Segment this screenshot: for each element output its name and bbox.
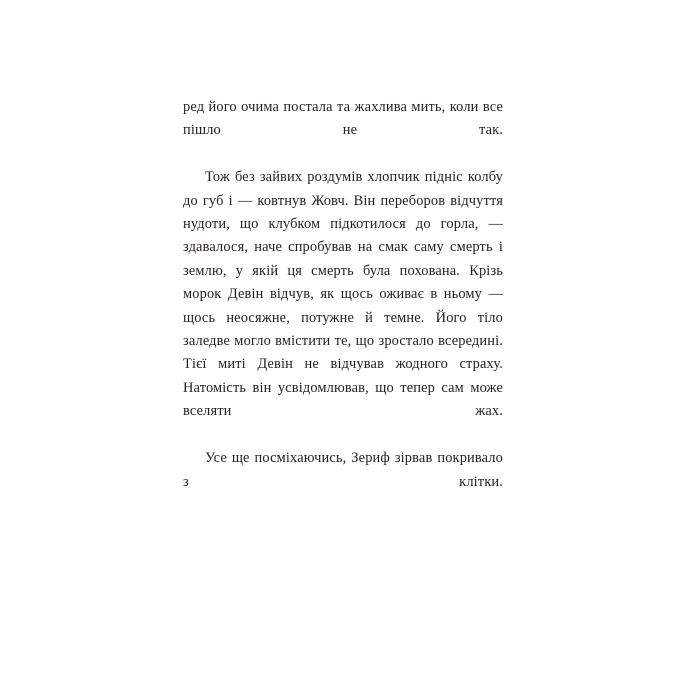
paragraph-continuation: ред його очима постала та жахлива мить, коли все пішло не так. bbox=[183, 99, 503, 139]
paragraph: Тож без зайвих роздумів хлопчик підніс колбу до губ і — ковтнув Жовч. Він переборов відчуття нудоти, що клубком підкотилося до горла, — здавалося, наче спробував на смак саму смерть і землю, у якій ця смерть була похована. Крізь морок Девін відчув, як щось оживає в ньому — щось неосяжне, потужне й темне. Його тіло заледве могло вмістити те, що зростало всередині. Тієї миті Девін не відчував жодного страху. Натомість він усвідомлював, що тепер сам може вселяти жах. bbox=[183, 169, 503, 420]
body-text-column bbox=[183, 96, 503, 517]
paragraph: Усе ще посміхаючись, Зериф зірвав покривало з клітки. bbox=[183, 450, 503, 490]
